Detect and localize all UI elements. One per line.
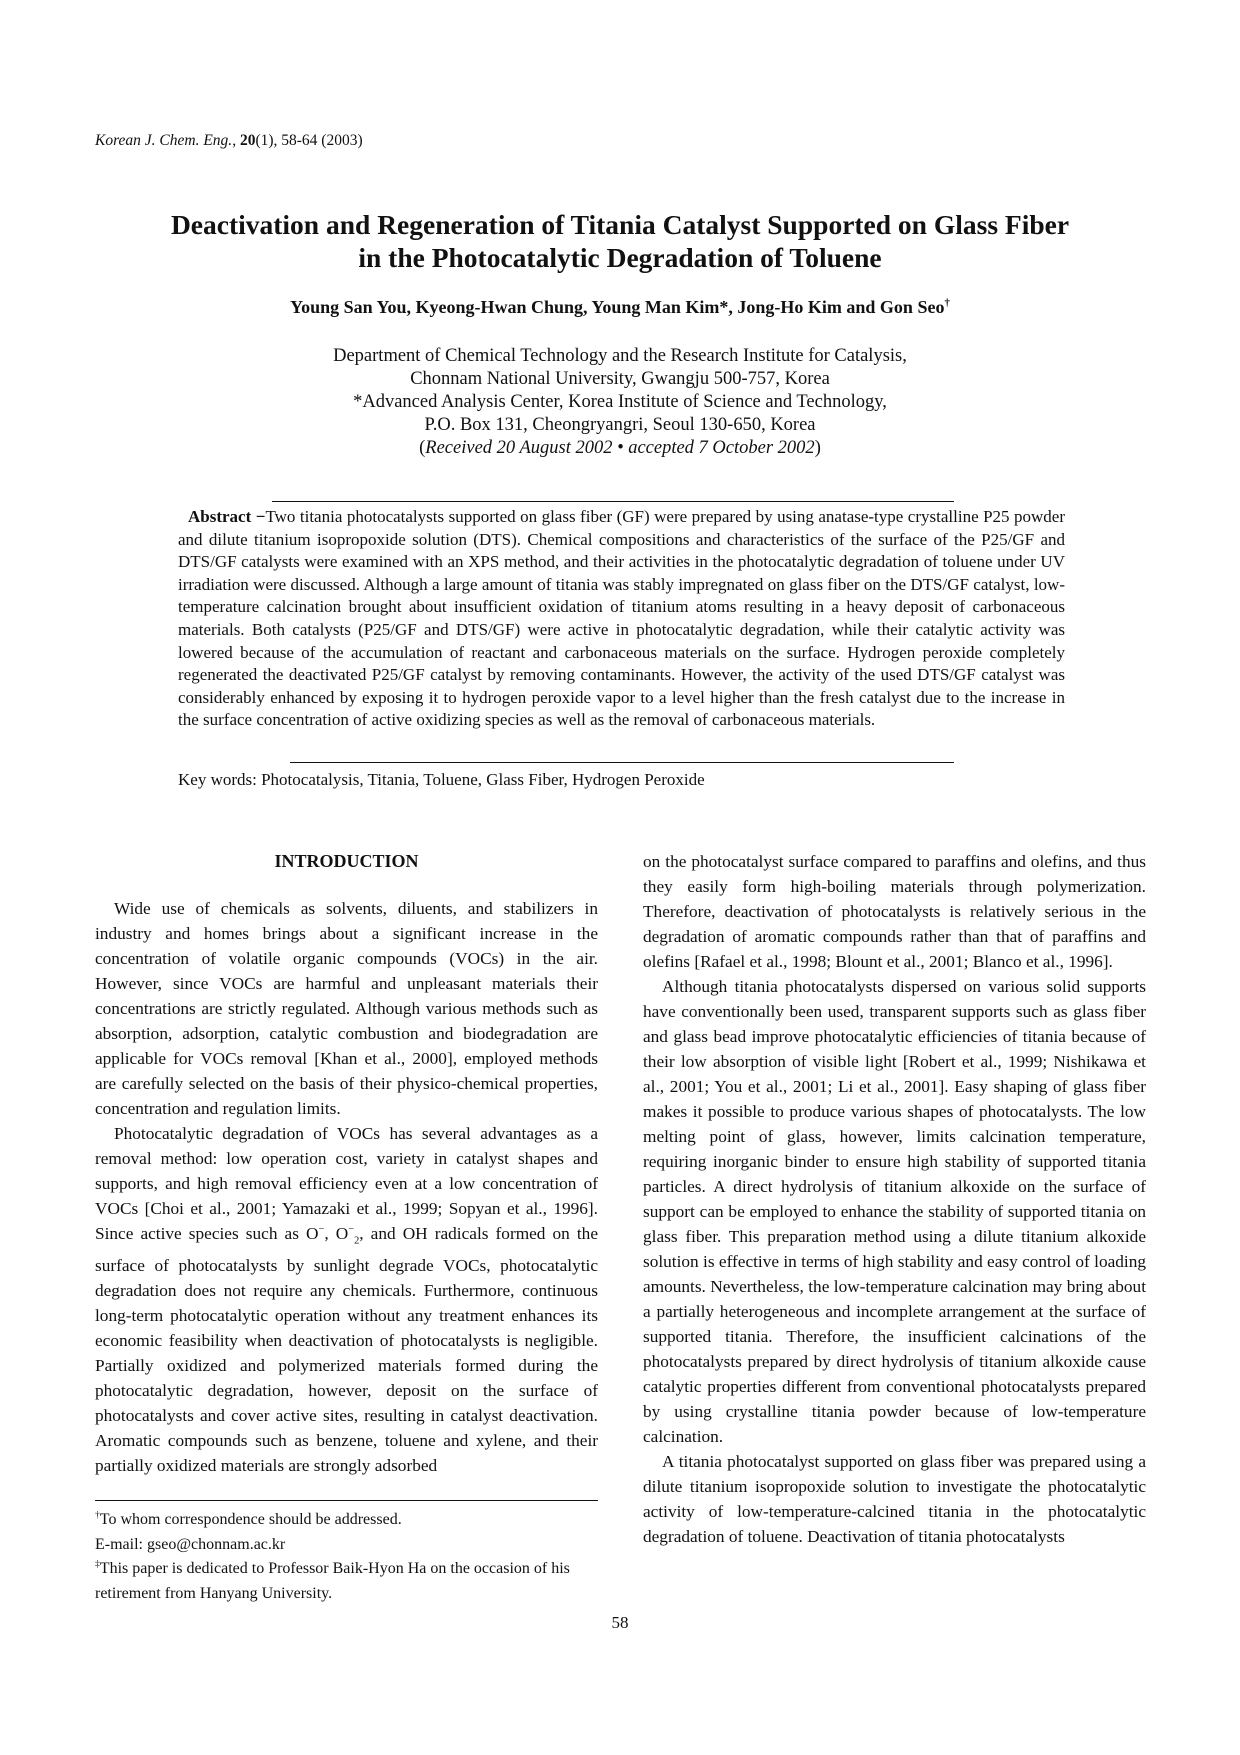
- paper-title-line-2: in the Photocatalytic Degradation of Toluene: [358, 242, 882, 273]
- intro-paragraph-1: Wide use of chemicals as solvents, diluents, and stabilizers in industry and homes brings about a significant increase in the concentration of volatile organic compounds (VOCs) in the air. However, since VOCs are harmful and unpleasant materials their concentrations are strictly regulated. Although various methods such as absorption, adsorption, catalytic combustion and biodegradation are applicable for VOCs removal [Khan et al., 2000], employed methods are carefully selected on the basis of their physico-chemical properties, concentration and regulation limits.: [95, 899, 598, 1118]
- footnote-rule: [95, 1500, 598, 1501]
- affiliations: [100, 345, 1140, 460]
- abstract: Abstract −Two titania photocatalysts supported on glass fiber (GF) were prepared by using anatase-type crystalline P25 powder and dilute titanium isopropoxide solution (DTS). Chemical compositions and characteristics of the surface of the P25/GF and DTS/GF catalysts were examined with an XPS method, and their activities in the photocatalytic degradation of toluene under UV irradiation were discussed. Although a large amount of titania was stably impregnated on glass fiber on the DTS/GF catalyst, low-temperature calcination brought about insufficient oxidation of titanium atoms resulting in a heavy deposit of carbonaceous materials. Both catalysts (P25/GF and DTS/GF) were active in photocatalytic degradation, while their catalytic activity was lowered because of the accumulation of reactant and carbonaceous materials on the surface. Hydrogen peroxide completely regenerated the deactivated P25/GF catalyst by removing contaminants. However, the activity of the used DTS/GF catalyst was considerably enhanced by exposing it to hydrogen peroxide vapor to a level higher than the fresh catalyst due to the increase in the surface concentration of active oxidizing species as well as the removal of carbonaceous materials.: [178, 507, 1065, 730]
- received-dates: (Received 20 August 2002 • accepted 7 October 2002): [419, 438, 821, 458]
- keywords: Key words: Photocatalysis, Titania, Toluene, Glass Fiber, Hydrogen Peroxide: [178, 770, 705, 789]
- affiliation-line-3: *Advanced Analysis Center, Korea Institute of Science and Technology,: [353, 392, 887, 412]
- section-heading-introduction: INTRODUCTION: [274, 851, 419, 871]
- intro-paragraph-4: A titania photocatalyst supported on glass fiber was prepared using a dilute titanium isopropoxide solution to investigate the photocatalytic activity of low-temperature-calcined titania in the photocatalytic degradation of toluene. Deactivation of titania photocatalysts: [643, 1452, 1146, 1546]
- journal-name: Korean J. Chem. Eng.: [95, 132, 233, 149]
- paper-title: [100, 208, 1140, 274]
- affiliation-line-2: Chonnam National University, Gwangju 500-757, Korea: [410, 369, 830, 389]
- journal-citation: Korean J. Chem. Eng., 20(1), 58-64 (2003): [95, 132, 363, 149]
- footnotes: [95, 1508, 600, 1606]
- author-names: Young San You, Kyeong-Hwan Chung, Young Man Kim*, Jong-Ho Kim and Gon Seo: [290, 297, 945, 317]
- journal-volume: 20: [239, 132, 256, 149]
- abstract-text: Two titania photocatalysts supported on glass fiber (GF) were prepared by using anatase-type crystalline P25 powder and dilute titanium isopropoxide solution (DTS). Chemical compositions and characteristics of the surface of the P25/GF and DTS/GF catalysts were examined with an XPS method, and their activities in the photocatalytic degradation of toluene under UV irradiation were discussed. Although a large amount of titania was stably impregnated on glass fiber on the DTS/GF catalyst, low-temperature calcination brought about insufficient oxidation of titanium atoms resulting in a heavy deposit of carbonaceous materials. Both catalysts (P25/GF and DTS/GF) were active in photocatalytic degradation, while their catalytic activity was lowered because of the accumulation of reactant and carbonaceous materials on the surface. Hydrogen peroxide completely regenerated the deactivated P25/GF catalyst by removing contaminants. However, the activity of the used DTS/GF catalyst was considerably enhanced by exposing it to hydrogen peroxide vapor to a level higher than the fresh catalyst due to the increase in the surface concentration of active oxidizing species as well as the removal of carbonaceous materials.: [178, 507, 1065, 730]
- abstract-top-rule: [272, 501, 954, 502]
- right-column: [643, 849, 1146, 1549]
- footnote-dedication: ‡This paper is dedicated to Professor Baik-Hyon Ha on the occasion of his retirement from Hanyang University.: [95, 1558, 570, 1602]
- author-list: [100, 297, 1140, 318]
- footnote-email: E-mail: gseo@chonnam.ac.kr: [95, 1535, 286, 1553]
- abstract-bottom-rule: [290, 762, 954, 763]
- corresponding-mark: †: [944, 297, 950, 309]
- intro-paragraph-2-continued: on the photocatalyst surface compared to paraffins and olefins, and thus they easily form high-boiling materials through polymerization. Therefore, deactivation of photocatalysts is relatively serious in the degradation of aromatic compounds rather than that of paraffins and olefins [Rafael et al., 1998; Blount et al., 2001; Blanco et al., 1996].: [643, 852, 1146, 971]
- affiliation-line-4: P.O. Box 131, Cheongryangri, Seoul 130-650, Korea: [424, 415, 816, 435]
- paper-title-line-1: Deactivation and Regeneration of Titania Catalyst Supported on Glass Fiber: [170, 209, 1070, 240]
- intro-paragraph-3: Although titania photocatalysts dispersed on various solid supports have conventionally been used, transparent supports such as glass fiber and glass bead improve photocatalytic efficiencies of titania because of their low absorption of visible light [Robert et al., 1999; Nishikawa et al., 2001; You et al., 2001; Li et al., 2001]. Easy shaping of glass fiber makes it possible to produce various shapes of photocatalysts. The low melting point of glass, however, limits calcination temperature, requiring inorganic binder to ensure high stability of supported titania particles. A direct hydrolysis of titanium alkoxide on the surface of support can be employed to enhance the stability of supported titania on glass fiber. This preparation method using a dilute titanium alkoxide solution is effective in terms of high stability and easy control of loading amounts. Nevertheless, the low-temperature calcination may bring about a partially heterogeneous and incomplete arrangement at the surface of supported titania. Therefore, the insufficient calcinations of the photocatalysts prepared by direct hydrolysis of titanium alkoxide cause catalytic properties different from conventional photocatalysts prepared by using crystalline titania powder because of low-temperature calcination.: [643, 977, 1146, 1446]
- affiliation-line-1: Department of Chemical Technology and the Research Institute for Catalysis,: [333, 346, 907, 366]
- intro-paragraph-2: Photocatalytic degradation of VOCs has several advantages as a removal method: low operation cost, variety in catalyst shapes and supports, and high removal efficiency even at a low concentration of VOCs [Choi et al., 2001; Yamazaki et al., 1999; Sopyan et al., 1996]. Since active species such as O−, $O^-_2$, and OH radicals formed on the surface of photocatalysts by sunlight degrade VOCs, photocatalytic degradation does not require any chemicals. Furthermore, continuous long-term photocatalytic operation without any treatment enhances its economic feasibility when deactivation of photocatalysts is negligible. Partially oxidized and polymerized materials formed during the photocatalytic degradation, however, deposit on the surface of photocatalysts and cover active sites, resulting in catalyst deactivation. Aromatic compounds such as benzene, toluene and xylene, and their partially oxidized materials are strongly adsorbed: [95, 1124, 598, 1476]
- abstract-label: Abstract: [188, 507, 252, 526]
- received-text: Received 20 August 2002 • accepted 7 October 2002: [425, 438, 815, 458]
- left-column: [95, 849, 598, 1478]
- page-number: 58: [611, 1613, 629, 1632]
- footnote-correspondence: †To whom correspondence should be addressed.: [95, 1509, 402, 1528]
- journal-issue-pages: (1), 58-64 (2003): [255, 132, 363, 149]
